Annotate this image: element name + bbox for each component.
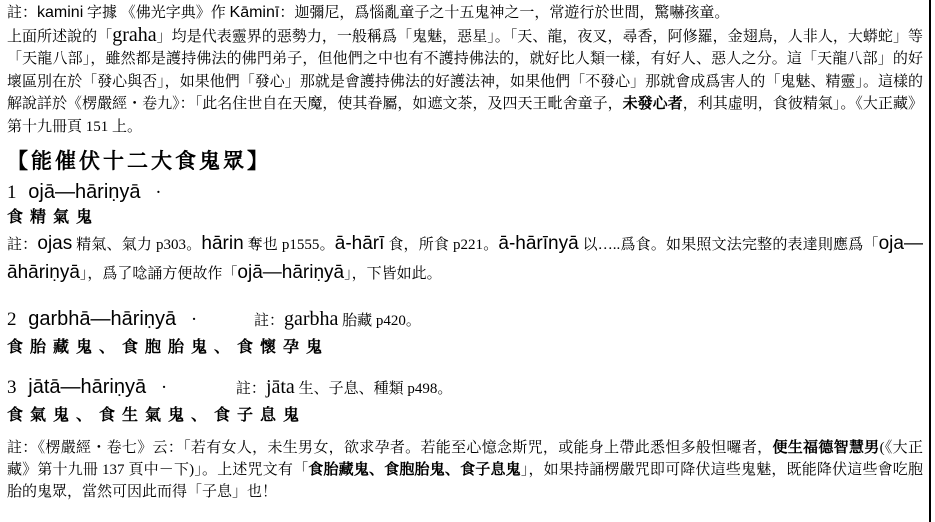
- main-paragraph: 上面所述說的「graha」均是代表靈界的惡勢力，一般稱爲「鬼魅，惡星」。「天、龍，夜叉，尋香，阿修羅，金翅鳥，人非人，大蟒蛇」等「天龍八部」，雖然都是護持佛法的佛門弟子，但他們之中也有不護持佛法的，就好比人類一樣，有好人、惡人之分。這「天龍八部」的好壞區別在於「發心與否」，如果他們「發心」那就是會護持佛法的好護法神，如果他們「不發心」那就會成爲害人的「鬼魅、精靈」。這樣的解說詳於《楞嚴經・卷九》：「此名住世自在天魔，使其眷屬，如遮文茶，及四天王毗舍童子，未發心者，利其虛明，食彼精氣」。《大正藏》第十九冊頁 151 上。: [7, 24, 923, 135]
- item-2-ghost-names: 食胎藏鬼、食胞胎鬼、食懷孕鬼: [7, 339, 330, 356]
- item-1-ghost-names: 食精氣鬼: [7, 209, 100, 226]
- item-3-term-line: [7, 374, 923, 403]
- intro-note: 註：kamini 字據 《佛光字典》作 Kāminī：迦彌尼，爲惱亂童子之十五鬼神之一，常遊行於世間，驚嚇孩童。: [7, 4, 730, 21]
- item-1-number: 1: [7, 182, 17, 203]
- closing-note: 註：《楞嚴經・卷七》云：「若有女人，未生男女，欲求孕者。若能至心憶念斯咒，或能身上帶此悉怛多般怛囉者，便生福德智慧男(《大正藏》第十九冊 137 頁中－下)」。上述咒文有「食胎藏鬼、食胞胎鬼、食子息鬼」，如果持誦楞嚴咒即可降伏這些鬼魅，既能降伏這些會吃胞胎的鬼眾，當然可因此而得「子息」也！: [7, 440, 923, 500]
- page-border-right-line: [929, 0, 931, 522]
- item-1-term-line: [7, 179, 923, 206]
- item-2-number: 2: [7, 309, 17, 330]
- item-3-term-sanskrit: jātā—hāriṇyā: [28, 376, 147, 398]
- item-2-separator-dot: ·: [190, 309, 198, 330]
- item-2-term-line: [7, 306, 923, 335]
- item-3-ghost-names: 食氣鬼、食生氣鬼、食子息鬼: [7, 407, 307, 424]
- item-2-note: 註：garbha 胎藏 p420。: [253, 308, 421, 330]
- item-3-number: 3: [7, 377, 17, 398]
- item-1-note: 註：ojas 精氣、氣力 p303。hārin 奪也 p1555。ā-hārī 食，所食 p221。ā-hārīnyā 以…..爲食。如果照文法完整的表達則應爲「oja—āhāriṇyā」，爲了唸誦方便故作「ojā—hāriṇyā」，下皆如此。: [7, 233, 923, 283]
- item-2-term-sanskrit: garbhā—hāriṇyā: [28, 308, 177, 330]
- item-1-separator-dot: ·: [155, 182, 162, 203]
- item-1-term-sanskrit: ojā—hāriṇyā: [28, 181, 141, 203]
- item-3-note: 註：jāta 生、子息、種類 p498。: [235, 376, 453, 398]
- section-heading: 【能催伏十二大食鬼眾】: [7, 149, 271, 173]
- item-3-separator-dot: ·: [160, 377, 168, 398]
